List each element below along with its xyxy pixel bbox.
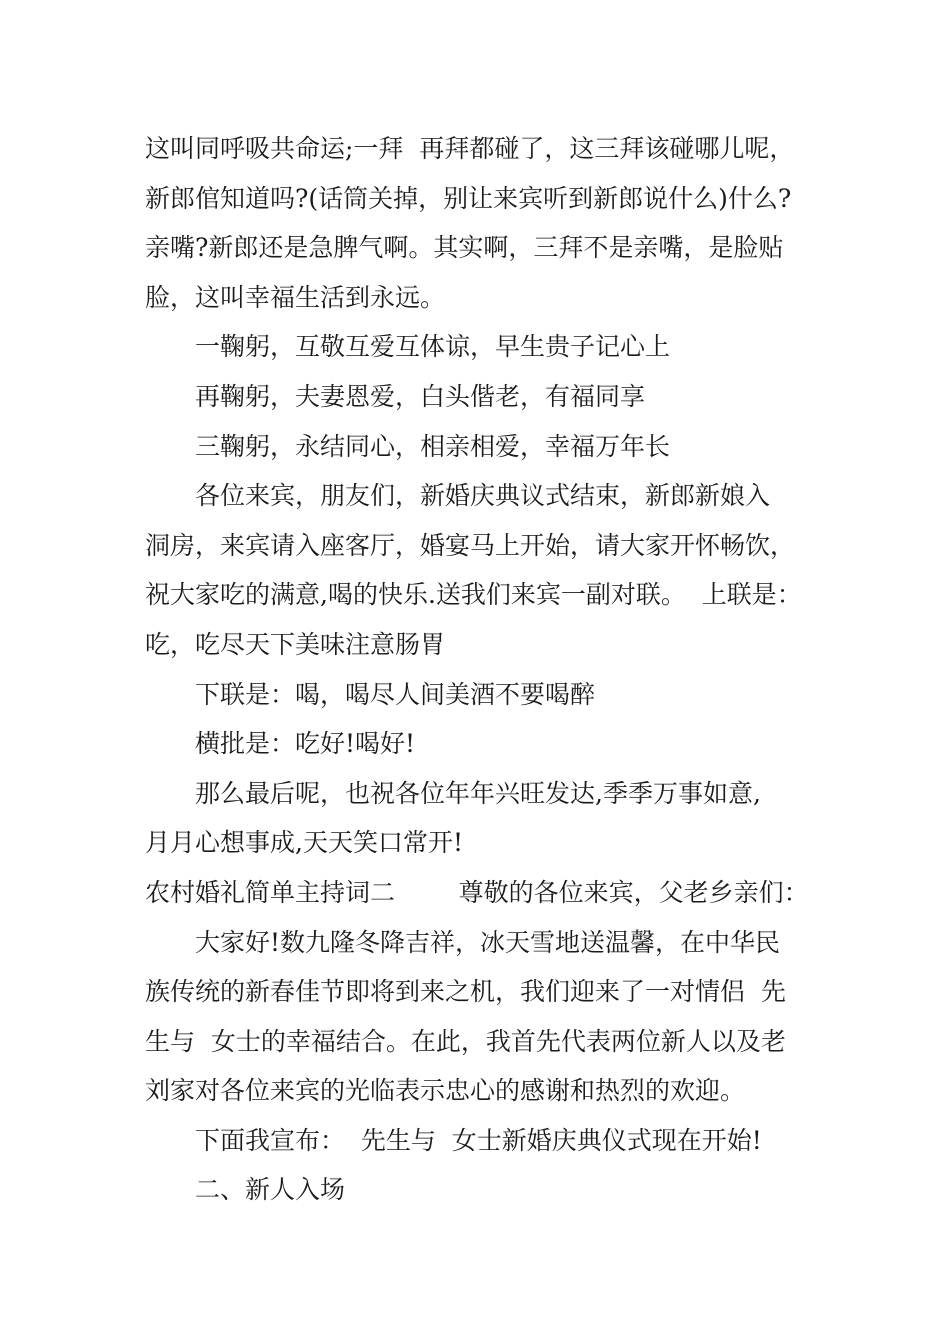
text-line: 脸，这叫幸福生活到永远。 [145,282,446,312]
text-line: 亲嘴?新郎还是急脾气啊。其实啊，三拜不是亲嘴，是脸贴 [145,233,784,263]
text-line: 一鞠躬，互敬互爱互体谅，早生贵子记心上 [195,332,671,362]
text-line: 族传统的新春佳节即将到来之机，我们迎来了一对情侣 先 [145,977,786,1007]
text-line: 吃，吃尽天下美味注意肠胃 [145,629,446,659]
text-line: 下联是：喝，喝尽人间美酒不要喝醉 [195,679,596,709]
text-line: 刘家对各位来宾的光临表示忠心的感谢和热烈的欢迎。 [145,1076,746,1106]
text-line: 月月心想事成,天天笑口常开! [145,828,463,858]
text-line: 那么最后呢，也祝各位年年兴旺发达,季季万事如意, [195,778,761,808]
text-line: 祝大家吃的满意,喝的快乐.送我们来宾一副对联。 上联是： [145,580,802,610]
text-line: 横批是：吃好!喝好! [195,729,416,759]
text-line: 再鞠躬，夫妻恩爱，白头偕老，有福同享 [195,381,646,411]
text-line: 大家好!数九隆冬降吉祥，冰天雪地送温馨，在中华民 [195,927,781,957]
text-line: 生与 女士的幸福结合。在此，我首先代表两位新人以及老 [145,1026,786,1056]
text-line: 下面我宣布： 先生与 女士新婚庆典仪式现在开始! [195,1125,762,1155]
document-body [145,124,815,1215]
text-line: 新郎倌知道吗?(话筒关掉，别让来宾听到新郎说什么)什么? [145,183,792,213]
text-line: 洞房，来宾请入座客厅，婚宴马上开始，请大家开怀畅饮， [145,530,796,560]
text-line: 各位来宾，朋友们，新婚庆典议式结束，新郎新娘入 [195,481,771,511]
text-line: 这叫同呼吸共命运;一拜 再拜都碰了，这三拜该碰哪儿呢， [145,134,795,163]
text-line: 二、新人入场 [195,1175,346,1205]
text-line: 农村婚礼简单主持词二 尊敬的各位来宾，父老乡亲们： [145,877,809,907]
text-line: 三鞠躬，永结同心，相亲相爱，幸福万年长 [195,431,671,461]
